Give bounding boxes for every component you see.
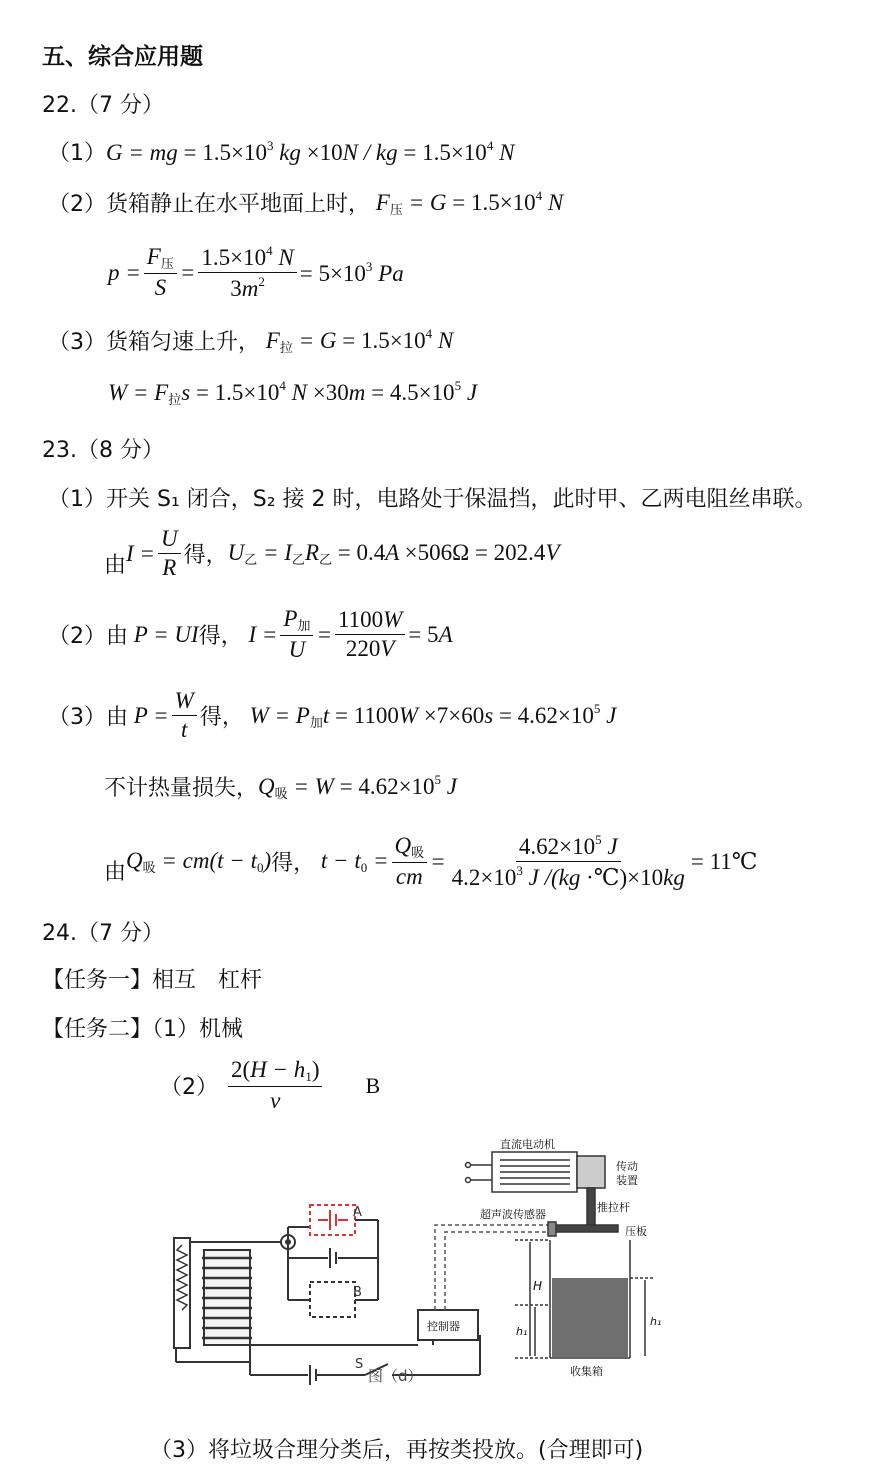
q23-part3-equation: $W = P_加t = 1100W \times 7\times 60s = 4.62\times 10^5$ J [243, 700, 617, 731]
q23-get-1: 得， [183, 543, 228, 568]
q23-temperature-line: 由 $Q_吸 = cm(t - t_0)$ 得， $t - t_0$ = $\frac{Q_吸}{cm}$ = $\frac{4.62\times 10^5 J}{4.2\times 10^3 J /(kg \cdot℃)\times 10kg}$ = 11℃ [104, 832, 758, 890]
collection-box [515, 1240, 655, 1358]
q23-get-2: 得， [198, 624, 243, 649]
q22-part3 [48, 325, 453, 356]
q23-part2-label: （2）由 [48, 624, 128, 649]
q24-task2-part1: 【任务二】（1）机械 [42, 1017, 243, 1042]
q22-part1 [48, 136, 514, 167]
label-H: H [533, 1279, 543, 1293]
q23-by-1: 由 [104, 553, 127, 578]
q22-pressure-equation: p = $\frac{F_压}{S}$ = $\frac{1.5\times 10^4 N}{3m^2}$ = $5\times 10^3$ Pa [108, 243, 404, 301]
q22-header: 22.（7 分） [42, 93, 164, 118]
q24-task2-part3: （3）将垃圾合理分类后，再按类投放。(合理即可) [150, 1438, 644, 1463]
q23-part1-text: （1）开关 S₁ 闭合，S₂ 接 2 时，电路处于保温挡，此时甲、乙两电阻丝串联。 [48, 487, 817, 512]
label-S: S [355, 1357, 364, 1372]
q22-part2-equation: $F_压 = G = 1.5\times 10^4$ N [370, 187, 564, 218]
q22-part3-equation: $F_拉 = G = 1.5\times 10^4$ N [260, 325, 454, 356]
q23-by-2: 由 [104, 860, 127, 885]
q23-heat-line [104, 771, 457, 802]
label-ultrasonic: 超声波传感器 [480, 1208, 546, 1221]
motor [466, 1152, 619, 1236]
q22-part1-equation: G = mg = $1.5\times 10^3$ kg ×10N / kg = $1.5\times 10^4$ N [106, 137, 515, 165]
q23-heat-equation: $Q_吸 = W = 4.62\times 10^5$ J [258, 771, 458, 802]
q23-get-4: 得， [271, 851, 316, 876]
label-push-rod: 推拉杆 [597, 1201, 630, 1214]
q24-task1: 【任务一】相互 杠杆 [42, 968, 263, 993]
q24-part2-label: （2） [160, 1075, 218, 1100]
label-press-plate: 压板 [625, 1225, 647, 1238]
q23-part2-line: （2）由 P = UI 得， I = $\frac{P_加}{U}$ = $\frac{1100W}{220V}$ = 5A [48, 606, 453, 662]
q23-get-3: 得， [199, 705, 244, 730]
label-transmission-1: 传动 [616, 1160, 638, 1173]
q24-task2-part2: （2） $\frac{2(H - h_1)}{v}$ B [160, 1057, 381, 1113]
q23-part1-equation-line: 由 I = $\frac{U}{R}$ 得， $U_乙 = I_乙R_乙 = 0.4A \times 506\Omega = 202.4V$ [104, 526, 560, 580]
figure-d [150, 1130, 670, 1400]
q22-work-equation: $W = F_拉s = 1.5\times 10^4$ $N \times 30m = 4.5\times 10^5$ J [108, 378, 478, 408]
label-transmission-2: 装置 [616, 1174, 638, 1187]
q22-part2-label: （2）货箱静止在水平地面上时， [48, 192, 370, 217]
label-B: B [353, 1285, 362, 1300]
q23-part1-equation: $U_乙 = I_乙R_乙 = 0.4A \times 506\Omega = 202.4V$ [227, 539, 560, 568]
figure-caption: 图（d） [368, 1367, 423, 1385]
q22-part2 [48, 187, 563, 218]
label-A: A [353, 1205, 362, 1220]
label-controller: 控制器 [427, 1320, 460, 1333]
q23-heat-loss-text: 不计热量损失， [104, 776, 259, 801]
label-collector: 收集箱 [570, 1365, 603, 1378]
q23-part3-label: （3）由 [48, 705, 128, 730]
label-motor: 直流电动机 [500, 1138, 555, 1151]
electromagnet [174, 1238, 275, 1375]
label-h1-right: h₁ [650, 1315, 662, 1328]
q22-part1-label: （1） [48, 141, 106, 166]
q23-part3-line: （3）由 P = $\frac{W}{t}$ 得， $W = P_加t = 1100W \times 7\times 60s = 4.62\times 10^5$ J [48, 688, 617, 742]
label-h1-left: h₁ [516, 1325, 528, 1338]
q23-header: 23.（8 分） [42, 438, 164, 463]
section-title: 五、综合应用题 [42, 44, 203, 70]
q24-header: 24.（7 分） [42, 921, 164, 946]
q24-part2-answer: B [365, 1072, 381, 1098]
q22-part3-label: （3）货箱匀速上升， [48, 330, 260, 355]
